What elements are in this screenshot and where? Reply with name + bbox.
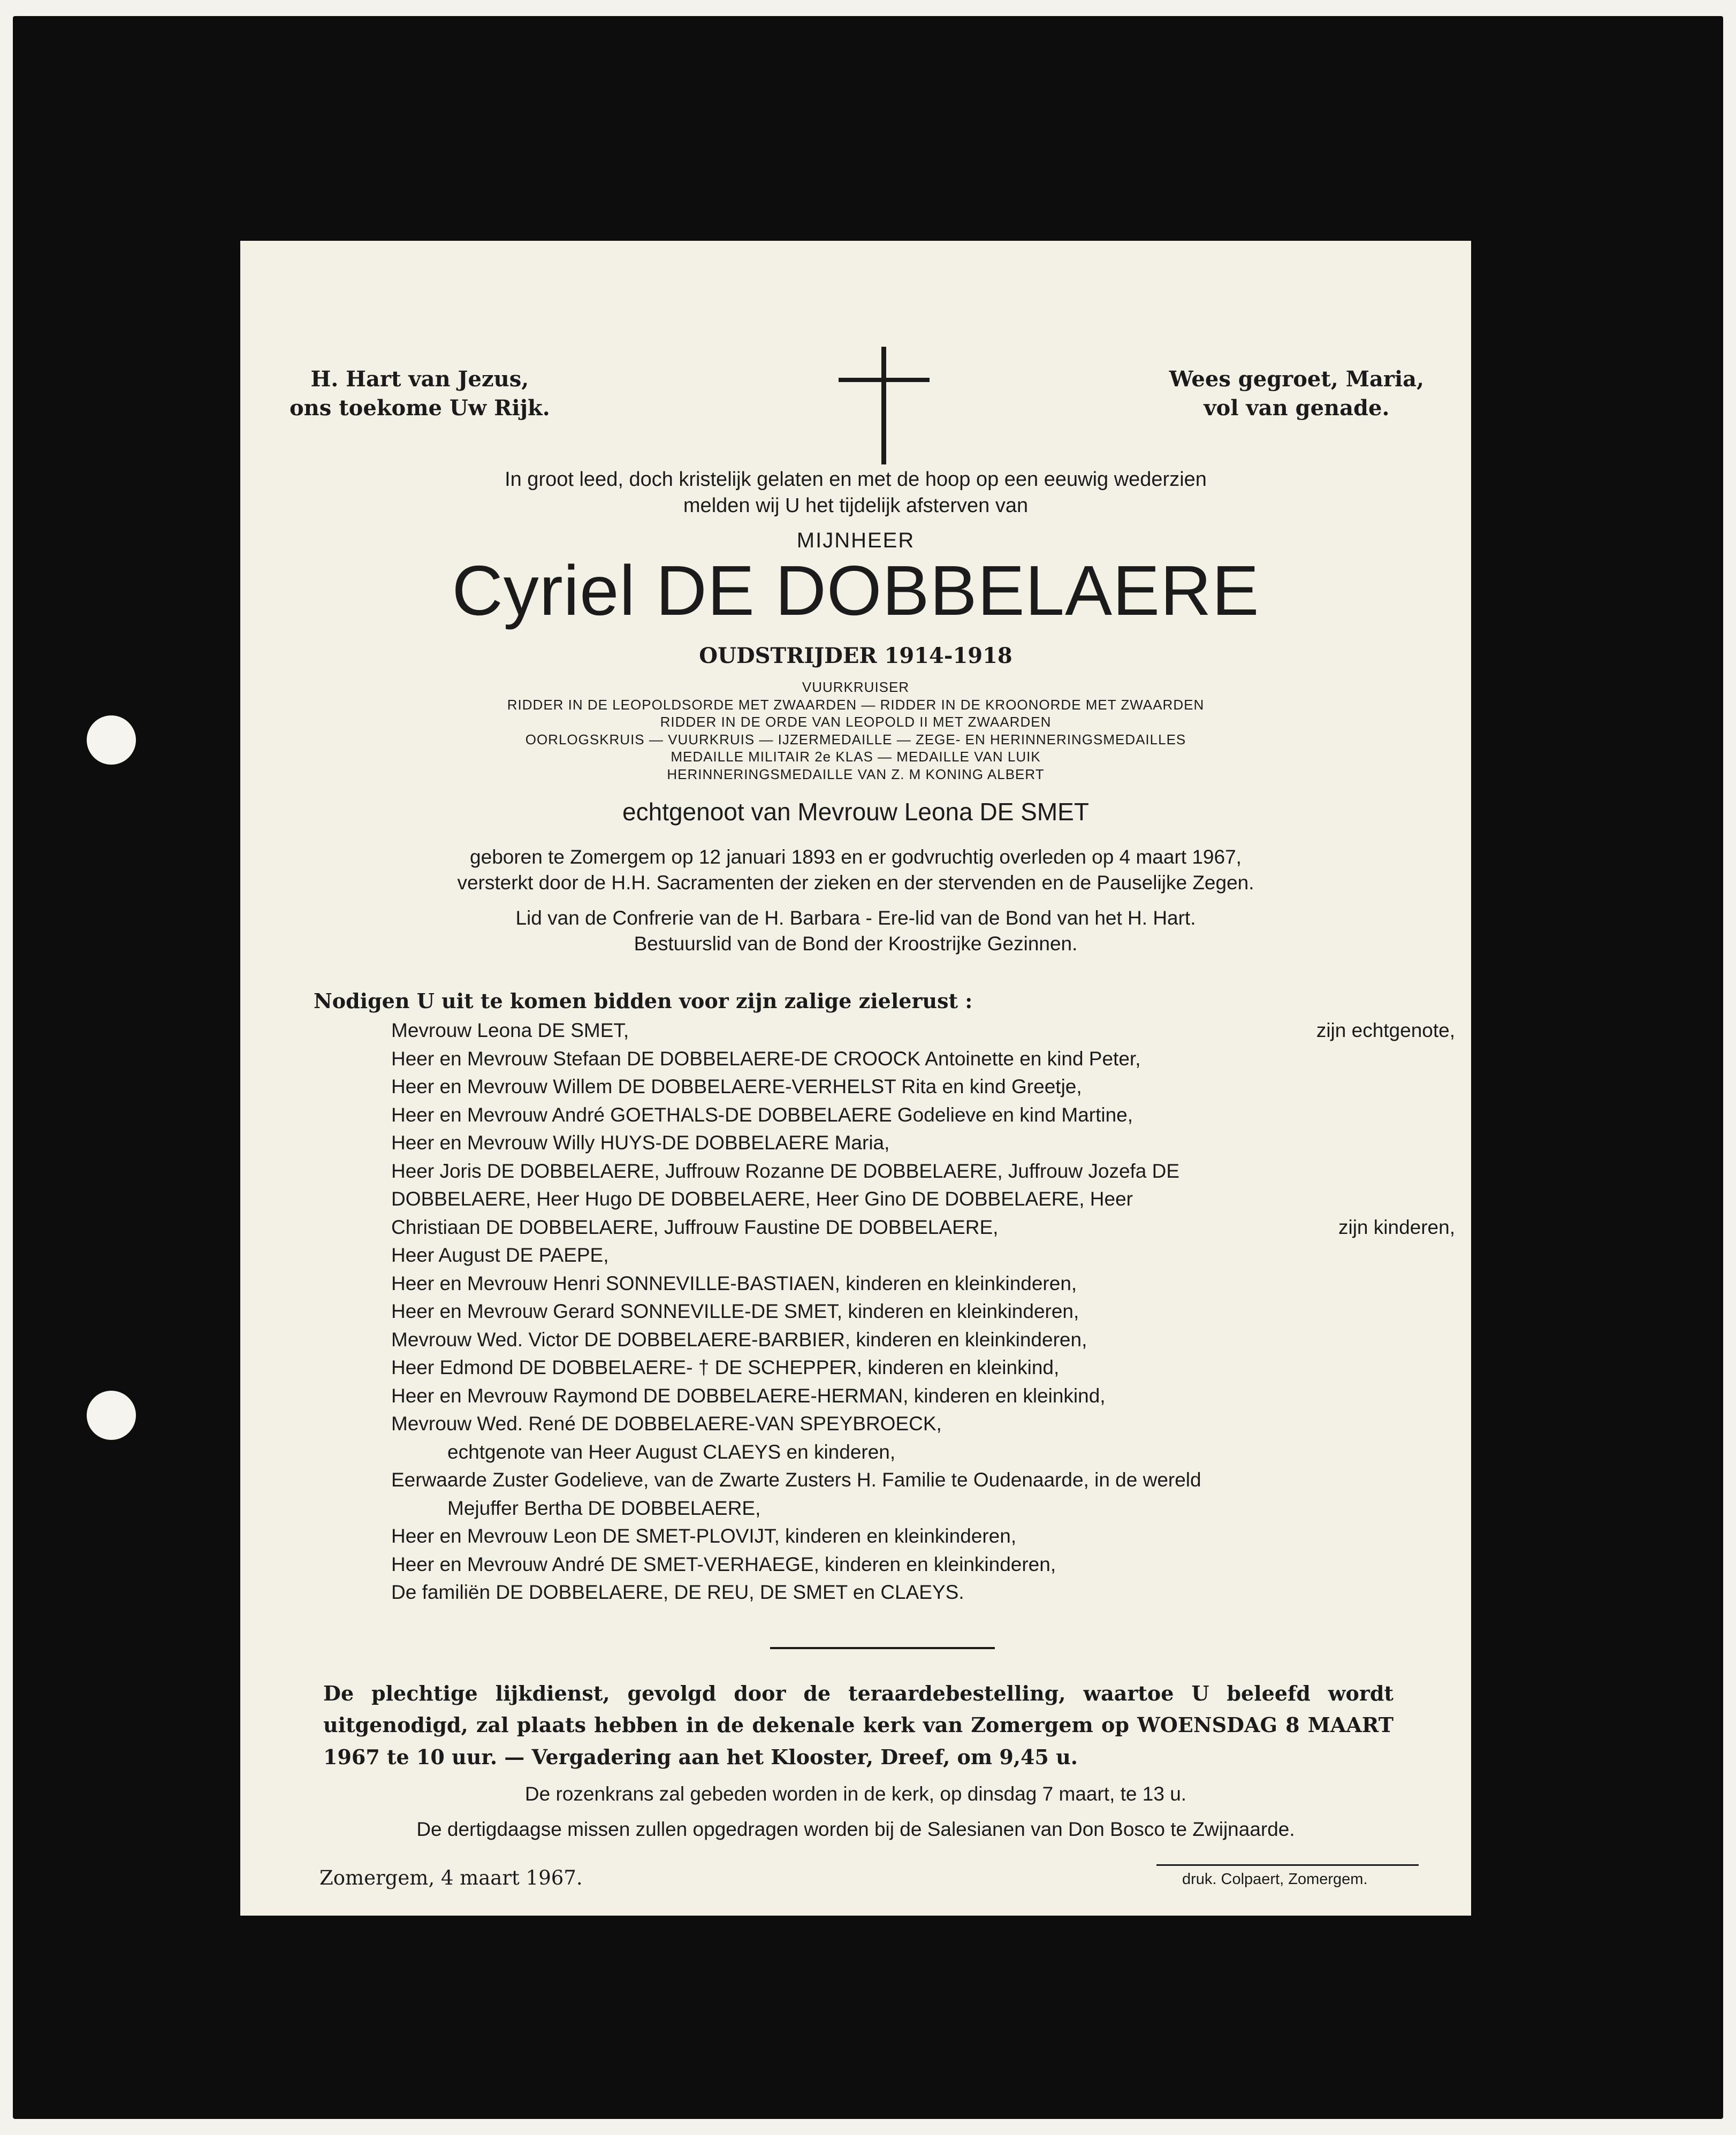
- family-row-text: Heer en Mevrouw Gerard SONNEVILLE-DE SMET, kinderen en kleinkinderen,: [391, 1300, 1079, 1322]
- honour-line: VUURKRUISER: [802, 679, 910, 695]
- family-row-text: Heer en Mevrouw André DE SMET-VERHAEGE, kinderen en kleinkinderen,: [391, 1553, 1056, 1575]
- family-row: [391, 1185, 1456, 1214]
- intro-text: In groot leed, doch kristelijk gelaten en met de hoop op een eeuwig wederzien melden wij U het tijdelijk afsterven van: [505, 468, 1207, 517]
- family-row: [391, 1101, 1456, 1130]
- family-row-text: Heer en Mevrouw Willy HUYS-DE DOBBELAERE Maria,: [391, 1132, 890, 1154]
- family-row-text: echtgenote van Heer August CLAEYS en kinderen,: [447, 1440, 896, 1463]
- family-row-text: Mevrouw Leona DE SMET,: [391, 1019, 629, 1041]
- invocation-right: Wees gegroet, Maria, vol van genade.: [1169, 367, 1424, 421]
- family-row: [391, 1241, 1456, 1270]
- place-date: Zomergem, 4 maart 1967.: [319, 1866, 583, 1889]
- family-row: [391, 1466, 1456, 1494]
- spouse-line: echtgenoot van Mevrouw Leona DE SMET: [622, 798, 1089, 826]
- honour-line: RIDDER IN DE ORDE VAN LEOPOLD II MET ZWAARDEN: [660, 714, 1052, 730]
- family-row: [391, 1214, 1456, 1242]
- honour-line: HERINNERINGSMEDAILLE VAN Z. M KONING ALBERT: [667, 766, 1045, 782]
- cross-vertical-bar: [881, 347, 886, 464]
- family-row-text: Mevrouw Wed. Victor DE DOBBELAERE-BARBIER, kinderen en kleinkinderen,: [391, 1328, 1087, 1351]
- family-row-text: Heer en Mevrouw Raymond DE DOBBELAERE-HERMAN, kinderen en kleinkind,: [391, 1384, 1106, 1407]
- invocation-left: H. Hart van Jezus, ons toekome Uw Rijk.: [290, 367, 550, 421]
- family-row: [391, 1270, 1456, 1298]
- family-row-text: Mevrouw Wed. René DE DOBBELAERE-VAN SPEYBROECK,: [391, 1413, 942, 1435]
- family-row-text: Heer August DE PAEPE,: [391, 1244, 609, 1266]
- family-row-text: DOBBELAERE, Heer Hugo DE DOBBELAERE, Heer Gino DE DOBBELAERE, Heer: [391, 1188, 1133, 1210]
- family-row: [391, 1129, 1456, 1157]
- family-row: [391, 1410, 1456, 1438]
- honours-list: [240, 678, 1471, 783]
- family-row-text: Heer Joris DE DOBBELAERE, Juffrouw Rozanne DE DOBBELAERE, Juffrouw Jozefa DE: [391, 1160, 1180, 1182]
- death-notice-card: [240, 241, 1471, 1916]
- birth-death-text: geboren te Zomergem op 12 januari 1893 en er godvruchtig overleden op 4 maart 1967, versterkt door de H.H. Sacramenten der zieken en der stervenden en de Pauselijke Zegen.: [457, 846, 1254, 894]
- family-row: [391, 1354, 1456, 1382]
- family-row: [391, 1045, 1456, 1073]
- family-row: [391, 1579, 1456, 1607]
- family-row-text: Mejuffer Bertha DE DOBBELAERE,: [447, 1497, 761, 1519]
- family-row: [391, 1522, 1456, 1551]
- honour-line: MEDAILLE MILITAIR 2e KLAS — MEDAILLE VAN LUIK: [671, 749, 1041, 765]
- family-row-text: Heer Edmond DE DOBBELAERE- † DE SCHEPPER, kinderen en kleinkind,: [391, 1356, 1060, 1378]
- family-row: [391, 1017, 1456, 1045]
- rosary-note: De rozenkrans zal gebeden worden in de kerk, op dinsdag 7 maart, te 13 u.: [524, 1783, 1187, 1805]
- family-row: [391, 1298, 1456, 1326]
- family-row: [391, 1073, 1456, 1101]
- family-row-text: Heer en Mevrouw Stefaan DE DOBBELAERE-DE CROOCK Antoinette en kind Peter,: [391, 1047, 1141, 1070]
- veteran-title: OUDSTRIJDER 1914-1918: [699, 643, 1012, 668]
- family-row-text: Heer en Mevrouw André GOETHALS-DE DOBBELAERE Godelieve en kind Martine,: [391, 1103, 1133, 1126]
- family-row: [391, 1438, 1456, 1467]
- binder-hole-bottom: [87, 1391, 136, 1440]
- family-list: [391, 1017, 1456, 1607]
- printer-credit: druk. Colpaert, Zomergem.: [1182, 1871, 1368, 1888]
- family-row: [391, 1551, 1456, 1579]
- family-row-text: Eerwaarde Zuster Godelieve, van de Zwarte Zusters H. Familie te Oudenaarde, in de wereld: [391, 1469, 1201, 1491]
- family-row-text: De familiën DE DOBBELAERE, DE REU, DE SMET en CLAEYS.: [391, 1581, 964, 1603]
- divider-line: [770, 1647, 995, 1649]
- honour-line: OORLOGSKRUIS — VUURKRUIS — IJZERMEDAILLE — ZEGE- EN HERINNERINGSMEDAILLES: [525, 731, 1186, 748]
- family-row-text: Heer en Mevrouw Leon DE SMET-PLOVIJT, kinderen en kleinkinderen,: [391, 1525, 1017, 1547]
- honorific: MIJNHEER: [796, 529, 915, 552]
- cross-icon: [839, 347, 930, 464]
- family-row-relation: zijn kinderen,: [1338, 1216, 1455, 1238]
- masses-note: De dertigdaagse missen zullen opgedragen worden bij de Salesianen van Don Bosco te Zwijnaarde.: [416, 1818, 1295, 1840]
- cross-horizontal-bar: [839, 378, 930, 382]
- printer-rule: [1156, 1864, 1419, 1866]
- honour-line: RIDDER IN DE LEOPOLDSORDE MET ZWAARDEN — RIDDER IN DE KROONORDE MET ZWAARDEN: [507, 696, 1205, 713]
- family-row-text: Christiaan DE DOBBELAERE, Juffrouw Faustine DE DOBBELAERE,: [391, 1216, 999, 1238]
- family-row: [391, 1494, 1456, 1523]
- funeral-ceremony-text: De plechtige lijkdienst, gevolgd door de teraardebestelling, waartoe U beleefd wordt uitgenodigd, zal plaats hebben in de dekenale kerk van Zomergem op WOENSDAG 8 MAART 1967 te 10 uur. — Vergadering aan het Klooster, Dreef, om 9,45 u.: [323, 1681, 1394, 1769]
- family-row: [391, 1157, 1456, 1186]
- family-row: [391, 1382, 1456, 1410]
- family-row-relation: zijn echtgenote,: [1316, 1019, 1455, 1041]
- memberships: Lid van de Confrerie van de H. Barbara - Ere-lid van de Bond van het H. Hart. Bestuurslid van de Bond der Kroostrijke Gezinnen.: [515, 907, 1196, 955]
- binder-hole-top: [87, 715, 136, 765]
- prayer-invitation: Nodigen U uit te komen bidden voor zijn zalige zielerust :: [314, 989, 973, 1013]
- family-row-text: Heer en Mevrouw Henri SONNEVILLE-BASTIAEN, kinderen en kleinkinderen,: [391, 1272, 1077, 1294]
- family-row: [391, 1326, 1456, 1354]
- deceased-name: Cyriel DE DOBBELAERE: [452, 551, 1260, 630]
- family-row-text: Heer en Mevrouw Willem DE DOBBELAERE-VERHELST Rita en kind Greetje,: [391, 1076, 1082, 1097]
- black-mount-board: [13, 16, 1723, 2119]
